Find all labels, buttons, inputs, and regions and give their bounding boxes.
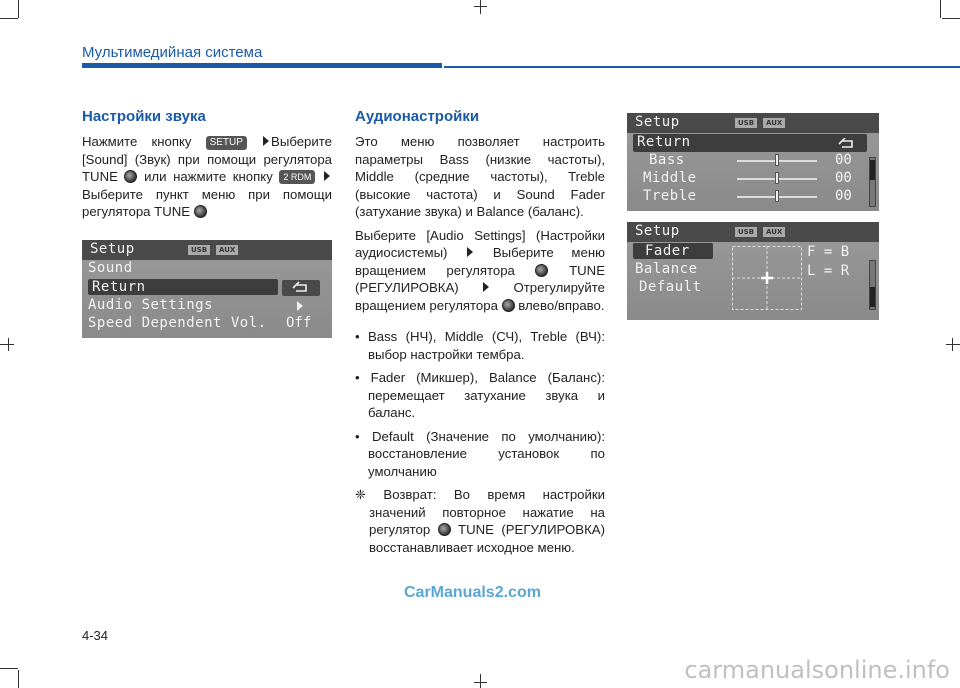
menu-item-fader[interactable]: Fader bbox=[633, 243, 713, 259]
setup-button-chip: SETUP bbox=[206, 136, 247, 150]
screen-header bbox=[627, 113, 879, 133]
instruction-paragraph bbox=[82, 133, 332, 221]
menu-item-return[interactable]: Return bbox=[633, 134, 867, 152]
crop-mark bbox=[480, 0, 481, 14]
crop-mark bbox=[942, 18, 960, 19]
return-note bbox=[355, 486, 605, 556]
balance-readout: L = R bbox=[807, 263, 850, 279]
instruction-text: Выберите меню вращением регулятора bbox=[355, 245, 605, 278]
instruction-text: Отрегулируйте вращением регулятора bbox=[355, 280, 605, 313]
back-button[interactable] bbox=[282, 280, 320, 296]
crop-mark bbox=[0, 344, 14, 345]
section-heading: Аудионастройки bbox=[355, 108, 480, 125]
slider-handle[interactable] bbox=[775, 190, 779, 202]
menu-item-bass[interactable]: Bass bbox=[649, 152, 685, 168]
fader-balance-screen bbox=[627, 222, 879, 320]
crop-mark bbox=[18, 0, 19, 18]
screen-header bbox=[627, 222, 879, 242]
crop-mark bbox=[0, 668, 18, 669]
crop-mark bbox=[952, 338, 953, 351]
sound-settings-section bbox=[82, 108, 332, 227]
list-item: • Default (Значение по умолчанию): восстановление установок по умолчанию bbox=[355, 428, 605, 479]
treble-value: 00 bbox=[835, 188, 852, 204]
instruction-text: Выберите [Sound] (Звук) при помощи регулятора TUNE bbox=[82, 134, 332, 184]
note-text: ❈ Возврат: Во время настройки значений повторное нажатие на регулятор bbox=[355, 487, 605, 537]
bass-value: 00 bbox=[835, 152, 852, 168]
section-heading: Настройки звука bbox=[82, 108, 206, 125]
scrollbar[interactable] bbox=[869, 260, 876, 310]
slider-handle[interactable] bbox=[775, 154, 779, 166]
menu-item-speed-dependent-vol[interactable]: Speed Dependent Vol. bbox=[88, 315, 267, 331]
crop-mark bbox=[474, 6, 487, 7]
arrow-right-icon bbox=[263, 136, 269, 146]
menu-item-sound[interactable]: Sound bbox=[88, 260, 133, 276]
fader-readout: F = B bbox=[807, 244, 850, 260]
instruction-text: Выберите [Audio Settings] (Настройки аудиосистемы) bbox=[355, 227, 605, 260]
instruction-paragraph bbox=[355, 227, 605, 315]
screen-title: Setup bbox=[635, 114, 680, 130]
usb-tag: USB bbox=[188, 245, 210, 255]
middle-value: 00 bbox=[835, 170, 852, 186]
screen-header bbox=[82, 240, 332, 260]
instruction-text: влево/вправо. bbox=[518, 297, 605, 313]
menu-item-balance[interactable]: Balance bbox=[635, 261, 698, 277]
description-paragraph: Это меню позволяет настроить параметры Bass (низкие частоты), Middle (средние частоты), Treble (высокие частота) и Sound Fader (затухание звука) и Balance (баланс). bbox=[355, 134, 605, 219]
speed-vol-value: Off bbox=[286, 315, 312, 331]
sound-menu-screen bbox=[82, 240, 332, 338]
rdm-button-chip: 2 RDM bbox=[279, 170, 315, 184]
menu-item-middle[interactable]: Middle bbox=[643, 170, 697, 186]
arrow-right-icon bbox=[483, 282, 489, 292]
scrollbar[interactable] bbox=[869, 157, 876, 207]
list-item: • Bass (НЧ), Middle (СЧ), Treble (ВЧ): выбор настройки тембра. bbox=[355, 329, 605, 362]
scroll-thumb[interactable] bbox=[870, 287, 875, 307]
tune-knob-icon bbox=[535, 264, 548, 277]
chevron-right-icon bbox=[296, 301, 304, 311]
crop-mark bbox=[18, 670, 19, 688]
menu-item-audio-settings[interactable]: Audio Settings bbox=[88, 297, 214, 313]
tune-knob-icon bbox=[194, 205, 207, 218]
instruction-text: или нажмите кнопку bbox=[144, 169, 273, 184]
watermark: carmanualsonline.info bbox=[684, 656, 950, 684]
aux-tag: AUX bbox=[763, 118, 785, 128]
aux-tag: AUX bbox=[763, 227, 785, 237]
watermark: CarManuals2.com bbox=[404, 584, 541, 601]
arrow-right-icon bbox=[467, 247, 473, 257]
crop-mark bbox=[0, 18, 18, 19]
page-number: 4-34 bbox=[82, 628, 109, 643]
tune-knob-icon bbox=[438, 523, 451, 536]
crop-mark bbox=[946, 344, 960, 345]
usb-tag: USB bbox=[735, 118, 757, 128]
slider-handle[interactable] bbox=[775, 172, 779, 184]
back-arrow-icon bbox=[282, 280, 320, 296]
arrow-right-icon bbox=[324, 171, 330, 181]
header-rule bbox=[444, 66, 960, 68]
crop-mark bbox=[474, 682, 487, 683]
note-text: TUNE (РЕГУЛИРОВКА) восстанавливает исходное меню. bbox=[369, 522, 605, 555]
screen-title: Setup bbox=[635, 223, 680, 239]
aux-tag: AUX bbox=[216, 245, 238, 255]
scroll-thumb[interactable] bbox=[870, 160, 875, 180]
bullet-list bbox=[355, 328, 605, 480]
crop-mark bbox=[940, 0, 941, 18]
tone-settings-screen bbox=[627, 113, 879, 211]
audio-settings-section bbox=[355, 108, 605, 556]
crop-mark bbox=[480, 674, 481, 688]
page-header-title: Мультимедийная система bbox=[82, 44, 263, 61]
menu-item-return[interactable]: Return bbox=[88, 279, 278, 295]
instruction-text: Нажмите кнопку bbox=[82, 134, 192, 149]
menu-item-treble[interactable]: Treble bbox=[643, 188, 697, 204]
list-item: • Fader (Микшер), Balance (Баланс): перемещает затухание звука и баланс. bbox=[355, 370, 605, 420]
tune-knob-icon bbox=[124, 170, 137, 183]
screen-title: Setup bbox=[90, 241, 135, 257]
instruction-text: Выберите пункт меню при помощи регулятора TUNE bbox=[82, 186, 332, 219]
instruction-text: TUNE (РЕГУЛИРОВКА) bbox=[355, 262, 605, 295]
fader-balance-grid[interactable] bbox=[732, 246, 802, 310]
header-rule bbox=[82, 63, 442, 68]
usb-tag: USB bbox=[735, 227, 757, 237]
crop-mark bbox=[8, 338, 9, 351]
back-arrow-icon bbox=[837, 138, 857, 150]
tune-knob-icon bbox=[502, 299, 515, 312]
menu-item-default[interactable]: Default bbox=[639, 279, 702, 295]
